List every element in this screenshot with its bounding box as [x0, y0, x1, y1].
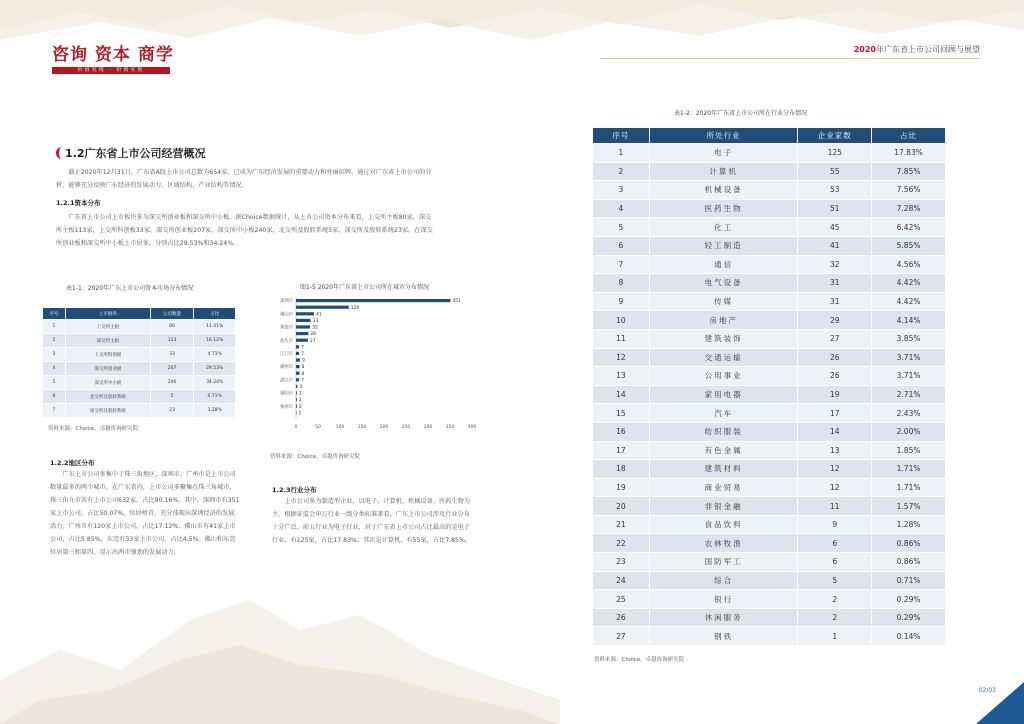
bar — [296, 385, 297, 388]
x-tick-label: 200 — [379, 424, 389, 430]
chart-title: 图1-5 2020年广东省上市公司所在城市分布情况 — [300, 284, 429, 291]
section-marker-icon — [56, 147, 62, 159]
data-label: 27 — [309, 338, 316, 344]
column-header: 占比 — [194, 308, 236, 320]
bar — [296, 405, 297, 408]
category-label: 潮州市 — [280, 365, 293, 371]
data-label: 2 — [298, 391, 302, 397]
bar — [296, 319, 311, 322]
table-row: 25 银行 2 0.29% — [593, 590, 946, 609]
report-title-text: 年广东省上市公司回顾与展望 — [876, 45, 980, 54]
data-label: 41 — [316, 312, 322, 318]
table-row: 5 化工 45 6.42% — [593, 218, 946, 237]
column-header: 公司数量 — [150, 308, 194, 320]
corner-triangle-decoration — [976, 682, 1024, 724]
x-tick-label: 100 — [335, 424, 345, 430]
data-label: 7 — [301, 378, 304, 384]
chart-source: 资料来源：Choice，卓越咨询研究院 — [270, 454, 361, 460]
table-row: 19 商业贸易 12 1.71% — [593, 478, 946, 497]
x-tick-label: 50 — [315, 424, 321, 430]
report-title — [854, 44, 980, 55]
section-intro: 截止2020年12月31日，广东省A股上市公司总数为654家，已成为广东经济发展的重要动力和亮丽招牌。通过对广东省上市公司的分析，能够充分反映广东经济的发展动力、区域结构、产业结构等情况。 — [56, 169, 432, 189]
table-capital-caption: 表1-1：2020年广东上市公司资本市场分布情况 — [66, 285, 194, 292]
data-label: 7 — [301, 352, 304, 357]
data-label: 9 — [301, 358, 305, 364]
x-tick-label: 400 — [467, 424, 477, 430]
subsection-capital-text: 广东省上市公司上市板块多为深交所创业板和深交所中小板。据Choice数据统计，从上市公司资本分布来看，上交所主板80家，深交所主板113家，上交所科创板33家，深交所创业板207家，深交所中小板240家，北交所及股转系统5家，深交所及股转系统23家。在深交所创业板和深交所中小板上市居多，分别占比29.53%和34.24%。 — [56, 214, 433, 247]
table-row: 27 钢铁 1 0.14% — [593, 627, 946, 646]
table-header-row — [593, 128, 946, 144]
section-title: 1.2广东省上市公司经营概况 — [56, 145, 206, 161]
table-row: 20 非银金融 11 1.57% — [593, 497, 946, 516]
bar — [296, 378, 299, 381]
table-row: 7 深交所及股转系统 23 3.28% — [43, 404, 236, 418]
table-row: 14 家用电器 19 2.71% — [593, 385, 946, 404]
bar — [296, 391, 297, 394]
data-label: 2 — [298, 398, 302, 404]
table-row: 1 上交所主板 80 11.41% — [43, 320, 236, 334]
bar — [296, 372, 300, 375]
category-label: 汕头市 — [280, 338, 293, 344]
data-label: 8 — [301, 365, 305, 371]
bar — [296, 332, 308, 335]
logo-title: 咨询 资本 商学 — [52, 45, 174, 65]
x-tick-label: 350 — [445, 424, 455, 430]
data-label: 1 — [298, 411, 302, 417]
subsection-region-text: 广东上市公司多集中于珠三角地区，深圳市、广州市是上市公司数量最多的两个城市。在广东省内，上市公司多聚集在珠三角城市，珠三角九市共有上市公司632家，占比90.16%。其中，深圳市有351家上市公司，占比50.07%，位居榜首，充分体现出深圳经济的发展活力；广州市有120家上市公司，占比17.12%；佛山市有41家上市公司，占比5.85%。东莞有33家上市公司，占比4.5%。佛山和东莞位居第三和第四，显示出两市强劲的发展动力。 — [50, 471, 240, 556]
category-label: 珠海市 — [280, 325, 293, 331]
x-tick-label: 150 — [357, 424, 367, 430]
x-tick-label: 0 — [294, 424, 298, 430]
table-row: 24 综合 5 0.71% — [593, 571, 946, 590]
table-row: 22 农林牧渔 6 0.86% — [593, 534, 946, 553]
table-row: 6 轻工制造 41 5.85% — [593, 236, 946, 255]
bar — [296, 365, 300, 368]
table-row: 4 医药生物 51 7.28% — [593, 199, 946, 218]
category-label: 揭阳市 — [280, 391, 293, 397]
subsection-industry-text: 上市公司多为制造型企业，以电子、计算机、机械设备、医药生物为主，根据证监会申万行业一级分类标准来看，广东上市公司涉及行业分布十分广泛。前五行业为电子行业，对于广东省上市公司占比最高的是电子行业，有125家，占比17.83%；其次是计算机，有55家，占比7.85%。 — [272, 498, 472, 544]
bar — [296, 339, 308, 342]
report-year: 2020 — [853, 45, 876, 54]
x-tick-label: 300 — [423, 424, 433, 430]
table-row: 17 有色金属 13 1.85% — [593, 441, 946, 460]
bar — [296, 312, 314, 315]
column-header: 所处行业 — [649, 128, 798, 144]
data-label: 8 — [301, 371, 305, 377]
header-divider — [600, 58, 980, 59]
table-header-row — [43, 308, 236, 320]
data-label: 2 — [298, 404, 302, 410]
table-row: 2 计算机 55 7.85% — [593, 162, 946, 181]
table-row: 4 深交所创业板 207 29.53% — [43, 362, 236, 376]
column-header: 上市板块 — [65, 308, 150, 320]
brand-logo — [52, 40, 174, 74]
table-row: 3 上交所科创板 33 4.71% — [43, 348, 236, 362]
data-label: 32 — [312, 325, 318, 331]
category-label: 江门市 — [280, 352, 293, 357]
subsection-industry-title: 1.2.3行业分布 — [272, 486, 317, 494]
table-row: 16 纺织服装 14 2.00% — [593, 422, 946, 441]
data-label: 3 — [299, 385, 303, 390]
table-industry-source: 资料来源：Choice，卓越咨询研究院 — [594, 657, 685, 663]
table-row: 8 电气设备 31 4.42% — [593, 274, 946, 293]
table-row: 5 深交所中小板 240 34.24% — [43, 376, 236, 390]
column-header: 占比 — [872, 128, 946, 144]
data-label: 7 — [301, 345, 304, 351]
city-distribution-chart — [262, 293, 484, 443]
table-row: 10 房地产 29 4.14% — [593, 311, 946, 330]
x-tick-label: 250 — [401, 424, 411, 430]
subsection-region-title: 1.2.2地区分布 — [50, 459, 95, 467]
table-row: 11 建筑装饰 27 3.85% — [593, 329, 946, 348]
table-row: 23 国防军工 6 0.86% — [593, 553, 946, 572]
table-row: 18 建筑材料 12 1.71% — [593, 460, 946, 479]
table-row: 3 机械设备 53 7.56% — [593, 181, 946, 200]
table-row: 13 公用事业 26 3.71% — [593, 367, 946, 386]
bar — [296, 358, 300, 361]
category-label: 湛江市 — [280, 378, 293, 384]
category-label: 深圳市 — [280, 299, 293, 305]
table-industry-caption: 表1-2：2020年广东省上市公司所在行业分布情况 — [674, 110, 808, 117]
table-row: 9 传媒 31 4.42% — [593, 292, 946, 311]
capital-distribution-table — [42, 307, 236, 418]
bar — [296, 352, 299, 355]
column-header: 企业家数 — [798, 128, 872, 144]
mountain-footer-decoration — [0, 560, 560, 724]
table-row: 15 汽车 17 2.43% — [593, 404, 946, 423]
data-label: 33 — [312, 319, 319, 324]
page-number: 02/03 — [978, 687, 996, 694]
bar — [296, 299, 450, 302]
table-row: 26 休闲服务 2 0.29% — [593, 608, 946, 627]
table-row: 6 北交所及股转系统 5 0.71% — [43, 390, 236, 404]
category-label: 梅州市 — [280, 404, 293, 410]
data-label: 120 — [350, 305, 360, 311]
column-header: 序号 — [593, 128, 650, 144]
table-row: 1 电子 125 17.83% — [593, 144, 946, 163]
bar — [296, 398, 297, 401]
category-label: 佛山市 — [280, 312, 293, 318]
table-row: 2 深交所主板 113 16.12% — [43, 334, 236, 348]
table-row: 7 通信 32 4.56% — [593, 255, 946, 274]
subsection-capital-title: 1.2.1资本分布 — [56, 199, 101, 207]
column-header: 序号 — [43, 308, 66, 320]
logo-subtitle: 价值发现 · 价值实现 — [52, 67, 170, 74]
data-label: 28 — [310, 332, 317, 338]
table-row: 12 交通运输 26 3.71% — [593, 348, 946, 367]
data-label: 351 — [452, 299, 462, 305]
table-capital-source: 资料来源：Choice，卓越咨询研究院 — [48, 426, 139, 432]
bar — [296, 306, 349, 309]
table-row: 21 食品饮料 9 1.28% — [593, 515, 946, 534]
bar — [296, 325, 310, 328]
industry-distribution-table — [592, 127, 946, 646]
bar — [296, 345, 299, 348]
